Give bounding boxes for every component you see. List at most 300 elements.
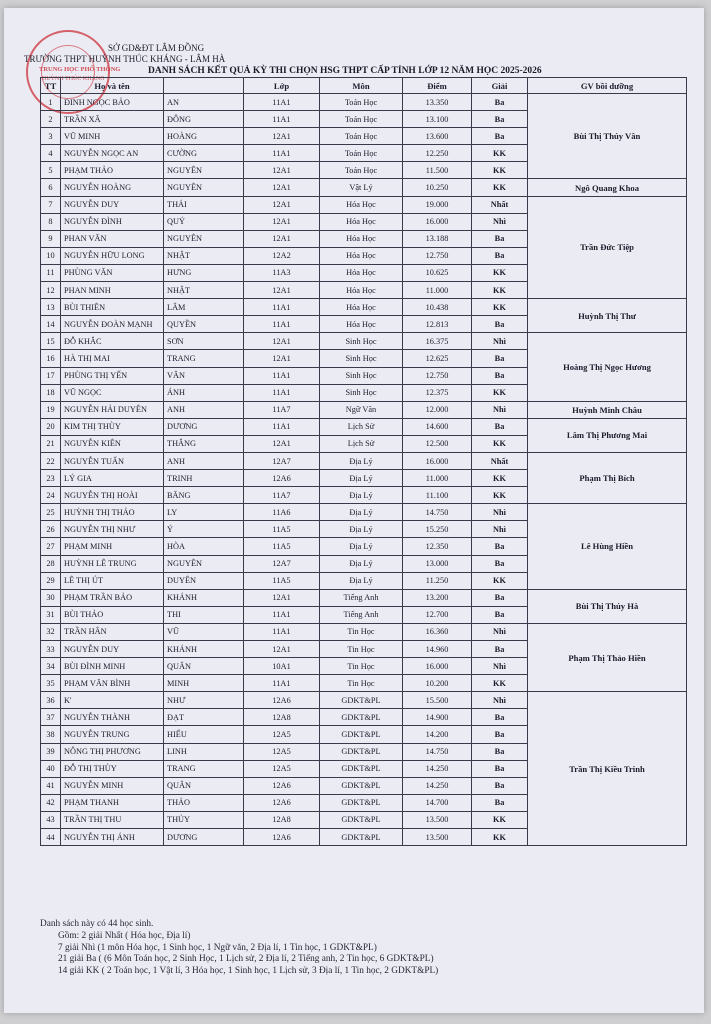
cell-tt: 4 [41, 145, 61, 162]
cell-given-name: QUYỀN [164, 316, 244, 333]
cell-tt: 12 [41, 282, 61, 299]
cell-given-name: NHƯ [164, 692, 244, 709]
cell-tt: 23 [41, 470, 61, 487]
cell-class: 11A7 [244, 487, 320, 504]
cell-surname: PHAN VĂN [61, 230, 164, 247]
cell-tt: 42 [41, 794, 61, 811]
cell-prize: Ba [472, 760, 528, 777]
cell-given-name: MINH [164, 675, 244, 692]
cell-given-name: SƠN [164, 333, 244, 350]
cell-class: 12A2 [244, 247, 320, 264]
cell-score: 14.750 [403, 743, 472, 760]
cell-tt: 31 [41, 606, 61, 623]
cell-subject: Vật Lý [320, 179, 403, 196]
cell-prize: KK [472, 179, 528, 196]
cell-class: 12A1 [244, 179, 320, 196]
cell-given-name: QUÝ [164, 213, 244, 230]
cell-score: 12.700 [403, 606, 472, 623]
cell-prize: Ba [472, 743, 528, 760]
cell-prize: Ba [472, 555, 528, 572]
cell-prize: KK [472, 299, 528, 316]
cell-subject: Lịch Sử [320, 435, 403, 452]
cell-surname: PHÙNG VĂN [61, 264, 164, 281]
cell-given-name: QUÂN [164, 777, 244, 794]
cell-class: 12A5 [244, 760, 320, 777]
cell-score: 11.000 [403, 282, 472, 299]
cell-subject: GDKT&PL [320, 726, 403, 743]
col-header-score: Điểm [403, 78, 472, 94]
cell-score: 12.250 [403, 145, 472, 162]
results-table [40, 77, 687, 846]
cell-score: 14.960 [403, 641, 472, 658]
cell-prize: KK [472, 435, 528, 452]
cell-prize: KK [472, 675, 528, 692]
cell-score: 15.250 [403, 521, 472, 538]
cell-class: 12A1 [244, 196, 320, 213]
document-title: DANH SÁCH KẾT QUẢ KỲ THI CHỌN HSG THPT CẤP TỈNH LỚP 12 NĂM HỌC 2025-2026 [148, 66, 542, 76]
cell-prize: KK [472, 487, 528, 504]
cell-score: 12.350 [403, 538, 472, 555]
cell-subject: GDKT&PL [320, 692, 403, 709]
cell-class: 11A7 [244, 401, 320, 418]
cell-class: 12A7 [244, 452, 320, 469]
cell-prize: Ba [472, 111, 528, 128]
notes-line: 14 giải KK ( 2 Toán học, 1 Vật lí, 3 Hóa học, 1 Sinh học, 1 Lịch sử, 3 Địa lí, 1 Tin học, 2 GDKT&PL) [58, 966, 439, 977]
cell-surname: PHẠM TRẦN BẢO [61, 589, 164, 606]
cell-surname: PHẠM THANH [61, 794, 164, 811]
cell-prize: Ba [472, 606, 528, 623]
cell-surname: TRẦN THỊ THU [61, 811, 164, 828]
cell-prize: Nhì [472, 504, 528, 521]
cell-given-name: ANH [164, 452, 244, 469]
school-name: TRƯỜNG THPT HUỲNH THÚC KHÁNG - LÂM HÀ [24, 54, 226, 64]
cell-given-name: LY [164, 504, 244, 521]
cell-score: 10.625 [403, 264, 472, 281]
department-name: SỞ GD&ĐT LÂM ĐỒNG [108, 43, 205, 53]
cell-subject: Địa Lý [320, 470, 403, 487]
cell-class: 11A1 [244, 384, 320, 401]
cell-prize: Ba [472, 418, 528, 435]
cell-tt: 15 [41, 333, 61, 350]
cell-tt: 32 [41, 623, 61, 640]
cell-tt: 44 [41, 829, 61, 846]
cell-subject: Toán Học [320, 94, 403, 111]
cell-given-name: AN [164, 94, 244, 111]
cell-prize: KK [472, 162, 528, 179]
cell-prize: Nhì [472, 333, 528, 350]
cell-surname: NGUYỄN THỊ HOÀI [61, 487, 164, 504]
cell-prize: Ba [472, 777, 528, 794]
cell-given-name: LINH [164, 743, 244, 760]
summary-notes [40, 919, 438, 978]
cell-score: 13.200 [403, 589, 472, 606]
cell-given-name: TRANG [164, 350, 244, 367]
cell-prize: Nhất [472, 196, 528, 213]
cell-given-name: Ý [164, 521, 244, 538]
cell-prize: Ba [472, 709, 528, 726]
cell-tt: 2 [41, 111, 61, 128]
cell-given-name: NGUYÊN [164, 555, 244, 572]
cell-class: 11A1 [244, 94, 320, 111]
cell-given-name: HOÀNG [164, 128, 244, 145]
cell-surname: TRẦN HÂN [61, 623, 164, 640]
cell-given-name: VÂN [164, 367, 244, 384]
cell-class: 12A8 [244, 709, 320, 726]
cell-prize: Ba [472, 94, 528, 111]
cell-surname: NGUYỄN THỊ NHƯ [61, 521, 164, 538]
cell-class: 12A1 [244, 333, 320, 350]
cell-surname: VŨ NGỌC [61, 384, 164, 401]
cell-tt: 27 [41, 538, 61, 555]
cell-prize: Ba [472, 247, 528, 264]
cell-tt: 6 [41, 179, 61, 196]
cell-given-name: LÂM [164, 299, 244, 316]
cell-class: 11A5 [244, 521, 320, 538]
cell-subject: Hóa Học [320, 299, 403, 316]
cell-surname: BÙI ĐÌNH MINH [61, 658, 164, 675]
cell-teacher: Phạm Thị Bích [528, 452, 687, 503]
cell-score: 12.625 [403, 350, 472, 367]
cell-score: 13.600 [403, 128, 472, 145]
cell-surname: NGUYỄN HẢI DUYÊN [61, 401, 164, 418]
cell-prize: KK [472, 384, 528, 401]
cell-given-name: KHÁNH [164, 589, 244, 606]
cell-class: 12A1 [244, 128, 320, 145]
cell-given-name: KHÁNH [164, 641, 244, 658]
cell-prize: Nhì [472, 692, 528, 709]
cell-surname: NÔNG THỊ PHƯƠNG [61, 743, 164, 760]
cell-score: 11.000 [403, 470, 472, 487]
cell-class: 12A6 [244, 692, 320, 709]
cell-surname: PHẠM VĂN BÌNH [61, 675, 164, 692]
cell-class: 12A6 [244, 829, 320, 846]
cell-surname: NGUYỄN THÀNH [61, 709, 164, 726]
cell-teacher: Hoàng Thị Ngọc Hương [528, 333, 687, 401]
cell-tt: 3 [41, 128, 61, 145]
cell-surname: TRẦN XÃ [61, 111, 164, 128]
cell-class: 12A1 [244, 350, 320, 367]
cell-score: 12.813 [403, 316, 472, 333]
cell-prize: KK [472, 145, 528, 162]
cell-tt: 39 [41, 743, 61, 760]
cell-surname: ĐINH NGỌC BẢO [61, 94, 164, 111]
cell-surname: PHẠM THẢO [61, 162, 164, 179]
cell-surname: LÊ THỊ ÚT [61, 572, 164, 589]
cell-subject: GDKT&PL [320, 811, 403, 828]
cell-surname: PHAN MINH [61, 282, 164, 299]
cell-prize: Nhì [472, 213, 528, 230]
table-row [41, 196, 687, 213]
cell-tt: 7 [41, 196, 61, 213]
table-row [41, 504, 687, 521]
cell-score: 12.375 [403, 384, 472, 401]
col-header-class: Lớp [244, 78, 320, 94]
cell-teacher: Huỳnh Minh Châu [528, 401, 687, 418]
cell-given-name: THÁI [164, 196, 244, 213]
cell-given-name: NGUYÊN [164, 162, 244, 179]
cell-surname: K' [61, 692, 164, 709]
cell-score: 15.500 [403, 692, 472, 709]
cell-score: 10.438 [403, 299, 472, 316]
cell-given-name: DUYÊN [164, 572, 244, 589]
cell-tt: 13 [41, 299, 61, 316]
cell-tt: 22 [41, 452, 61, 469]
cell-subject: Sinh Học [320, 350, 403, 367]
cell-class: 11A1 [244, 675, 320, 692]
cell-surname: NGUYỄN DUY [61, 641, 164, 658]
cell-given-name: ÁNH [164, 384, 244, 401]
cell-subject: Sinh Học [320, 367, 403, 384]
cell-class: 11A1 [244, 418, 320, 435]
cell-prize: KK [472, 282, 528, 299]
col-header-tt: TT [41, 78, 61, 94]
cell-surname: BÙI THIÊN [61, 299, 164, 316]
cell-score: 11.250 [403, 572, 472, 589]
cell-tt: 26 [41, 521, 61, 538]
cell-given-name: HÒA [164, 538, 244, 555]
cell-tt: 8 [41, 213, 61, 230]
cell-given-name: THẢO [164, 794, 244, 811]
cell-score: 13.500 [403, 811, 472, 828]
table-row [41, 623, 687, 640]
cell-given-name: NGUYÊN [164, 230, 244, 247]
notes-line: 7 giải Nhì (1 môn Hóa học, 1 Sinh học, 1 Ngữ văn, 2 Địa lí, 1 Tin học, 1 GDKT&PL) [58, 942, 377, 953]
cell-score: 19.000 [403, 196, 472, 213]
cell-prize: Ba [472, 641, 528, 658]
cell-score: 14.900 [403, 709, 472, 726]
cell-tt: 28 [41, 555, 61, 572]
notes-line: 21 giải Ba ( (6 Môn Toán học, 2 Sinh Học, 1 Lịch sử, 2 Địa lí, 2 Tiếng anh, 2 Tin học, 6 GDKT&PL) [58, 954, 434, 965]
cell-subject: Tiếng Anh [320, 589, 403, 606]
cell-subject: Toán Học [320, 145, 403, 162]
cell-prize: Nhất [472, 452, 528, 469]
cell-score: 13.000 [403, 555, 472, 572]
cell-tt: 41 [41, 777, 61, 794]
cell-prize: KK [472, 829, 528, 846]
cell-teacher: Trần Thị Kiều Trinh [528, 692, 687, 846]
cell-score: 12.750 [403, 247, 472, 264]
cell-subject: GDKT&PL [320, 760, 403, 777]
cell-tt: 38 [41, 726, 61, 743]
cell-score: 14.250 [403, 777, 472, 794]
cell-subject: Tiếng Anh [320, 606, 403, 623]
cell-tt: 14 [41, 316, 61, 333]
cell-score: 14.250 [403, 760, 472, 777]
table-row [41, 94, 687, 111]
cell-subject: Hóa Học [320, 264, 403, 281]
cell-tt: 37 [41, 709, 61, 726]
cell-prize: Ba [472, 794, 528, 811]
cell-teacher: Phạm Thị Thảo Hiền [528, 623, 687, 691]
cell-prize: Ba [472, 367, 528, 384]
cell-score: 10.250 [403, 179, 472, 196]
cell-class: 11A1 [244, 316, 320, 333]
notes-line: Gồm: 2 giải Nhất ( Hóa học, Địa lí) [58, 930, 191, 941]
cell-given-name: QUÂN [164, 658, 244, 675]
cell-prize: Ba [472, 726, 528, 743]
table-row [41, 418, 687, 435]
cell-subject: Sinh Học [320, 384, 403, 401]
cell-subject: Toán Học [320, 162, 403, 179]
cell-prize: Nhì [472, 658, 528, 675]
cell-tt: 11 [41, 264, 61, 281]
cell-class: 12A6 [244, 470, 320, 487]
cell-surname: NGUYỄN HOÀNG [61, 179, 164, 196]
notes-line: Danh sách này có 44 học sinh. [40, 919, 154, 929]
cell-teacher: Bùi Thị Thúy Vân [528, 94, 687, 179]
cell-score: 13.100 [403, 111, 472, 128]
cell-subject: Hóa Học [320, 247, 403, 264]
cell-given-name: THI [164, 606, 244, 623]
cell-tt: 24 [41, 487, 61, 504]
cell-class: 12A1 [244, 213, 320, 230]
cell-subject: GDKT&PL [320, 709, 403, 726]
cell-surname: NGUYỄN ĐOÀN MẠNH [61, 316, 164, 333]
cell-tt: 17 [41, 367, 61, 384]
cell-given-name: VŨ [164, 623, 244, 640]
cell-class: 12A1 [244, 589, 320, 606]
cell-subject: Địa Lý [320, 555, 403, 572]
cell-class: 11A3 [244, 264, 320, 281]
cell-subject: Hóa Học [320, 230, 403, 247]
table-row [41, 179, 687, 196]
cell-subject: Tin Học [320, 623, 403, 640]
cell-class: 12A1 [244, 435, 320, 452]
cell-subject: Địa Lý [320, 487, 403, 504]
cell-given-name: NHẬT [164, 282, 244, 299]
cell-surname: PHÙNG THỊ YẾN [61, 367, 164, 384]
cell-prize: KK [472, 572, 528, 589]
cell-subject: GDKT&PL [320, 794, 403, 811]
cell-class: 10A1 [244, 658, 320, 675]
col-header-teacher: GV bồi dưỡng [528, 78, 687, 94]
col-header-name: Họ và tên [61, 78, 164, 94]
cell-surname: NGUYỄN HỮU LONG [61, 247, 164, 264]
cell-given-name: TRINH [164, 470, 244, 487]
cell-subject: Hóa Học [320, 196, 403, 213]
cell-prize: Nhì [472, 521, 528, 538]
cell-tt: 29 [41, 572, 61, 589]
cell-prize: Nhì [472, 401, 528, 418]
results-table-body [41, 94, 687, 846]
cell-class: 12A5 [244, 726, 320, 743]
cell-score: 13.500 [403, 829, 472, 846]
cell-tt: 34 [41, 658, 61, 675]
cell-surname: VŨ MINH [61, 128, 164, 145]
cell-tt: 19 [41, 401, 61, 418]
cell-score: 11.100 [403, 487, 472, 504]
cell-surname: NGUYỄN ĐÌNH [61, 213, 164, 230]
cell-surname: ĐỖ KHẮC [61, 333, 164, 350]
cell-class: 11A6 [244, 504, 320, 521]
cell-tt: 35 [41, 675, 61, 692]
cell-tt: 33 [41, 641, 61, 658]
cell-subject: Địa Lý [320, 452, 403, 469]
cell-class: 12A5 [244, 743, 320, 760]
cell-subject: Ngữ Văn [320, 401, 403, 418]
cell-class: 12A6 [244, 777, 320, 794]
cell-subject: Lịch Sử [320, 418, 403, 435]
cell-subject: Tin Học [320, 675, 403, 692]
cell-given-name: HIẾU [164, 726, 244, 743]
cell-subject: Địa Lý [320, 572, 403, 589]
cell-given-name: NHẬT [164, 247, 244, 264]
cell-teacher: Ngô Quang Khoa [528, 179, 687, 196]
cell-subject: Địa Lý [320, 538, 403, 555]
cell-subject: Toán Học [320, 128, 403, 145]
table-row [41, 692, 687, 709]
cell-prize: Ba [472, 230, 528, 247]
cell-subject: Hóa Học [320, 316, 403, 333]
cell-score: 12.000 [403, 401, 472, 418]
cell-prize: Nhì [472, 623, 528, 640]
cell-tt: 20 [41, 418, 61, 435]
table-row [41, 589, 687, 606]
cell-subject: GDKT&PL [320, 829, 403, 846]
cell-class: 11A1 [244, 111, 320, 128]
cell-prize: KK [472, 264, 528, 281]
cell-surname: KIM THỊ THÙY [61, 418, 164, 435]
cell-class: 12A7 [244, 555, 320, 572]
cell-class: 12A1 [244, 641, 320, 658]
cell-subject: GDKT&PL [320, 743, 403, 760]
cell-surname: NGUYỄN THỊ ÁNH [61, 829, 164, 846]
cell-subject: GDKT&PL [320, 777, 403, 794]
cell-score: 16.000 [403, 452, 472, 469]
cell-tt: 16 [41, 350, 61, 367]
cell-given-name: ĐÔNG [164, 111, 244, 128]
cell-class: 11A1 [244, 299, 320, 316]
col-header-subject: Môn [320, 78, 403, 94]
cell-given-name: DƯƠNG [164, 829, 244, 846]
cell-teacher: Lê Hùng Hiền [528, 504, 687, 589]
cell-tt: 36 [41, 692, 61, 709]
cell-tt: 10 [41, 247, 61, 264]
cell-class: 11A1 [244, 606, 320, 623]
cell-teacher: Trần Đức Tiệp [528, 196, 687, 299]
cell-prize: KK [472, 811, 528, 828]
cell-class: 12A1 [244, 282, 320, 299]
cell-subject: Hóa Học [320, 282, 403, 299]
cell-tt: 40 [41, 760, 61, 777]
cell-score: 14.600 [403, 418, 472, 435]
cell-tt: 43 [41, 811, 61, 828]
cell-subject: Sinh Học [320, 333, 403, 350]
cell-given-name: THỦY [164, 811, 244, 828]
cell-teacher: Huỳnh Thị Thư [528, 299, 687, 333]
cell-surname: NGUYỄN TUẤN [61, 452, 164, 469]
table-row [41, 452, 687, 469]
cell-class: 12A1 [244, 230, 320, 247]
cell-prize: Ba [472, 316, 528, 333]
cell-given-name: THẮNG [164, 435, 244, 452]
cell-surname: LÝ GIA [61, 470, 164, 487]
cell-prize: Ba [472, 589, 528, 606]
school-stamp: TRUNG HỌC PHỔ THÔNG HUỲNH THÚC KHÁNG [26, 30, 110, 114]
cell-class: 12A6 [244, 794, 320, 811]
table-row [41, 299, 687, 316]
cell-given-name: TRANG [164, 760, 244, 777]
cell-prize: Ba [472, 128, 528, 145]
cell-class: 11A5 [244, 538, 320, 555]
cell-score: 13.350 [403, 94, 472, 111]
cell-given-name: ANH [164, 401, 244, 418]
cell-surname: PHẠM MINH [61, 538, 164, 555]
cell-class: 11A1 [244, 367, 320, 384]
cell-prize: KK [472, 470, 528, 487]
cell-teacher: Lâm Thị Phương Mai [528, 418, 687, 452]
cell-surname: NGUYỄN MINH [61, 777, 164, 794]
